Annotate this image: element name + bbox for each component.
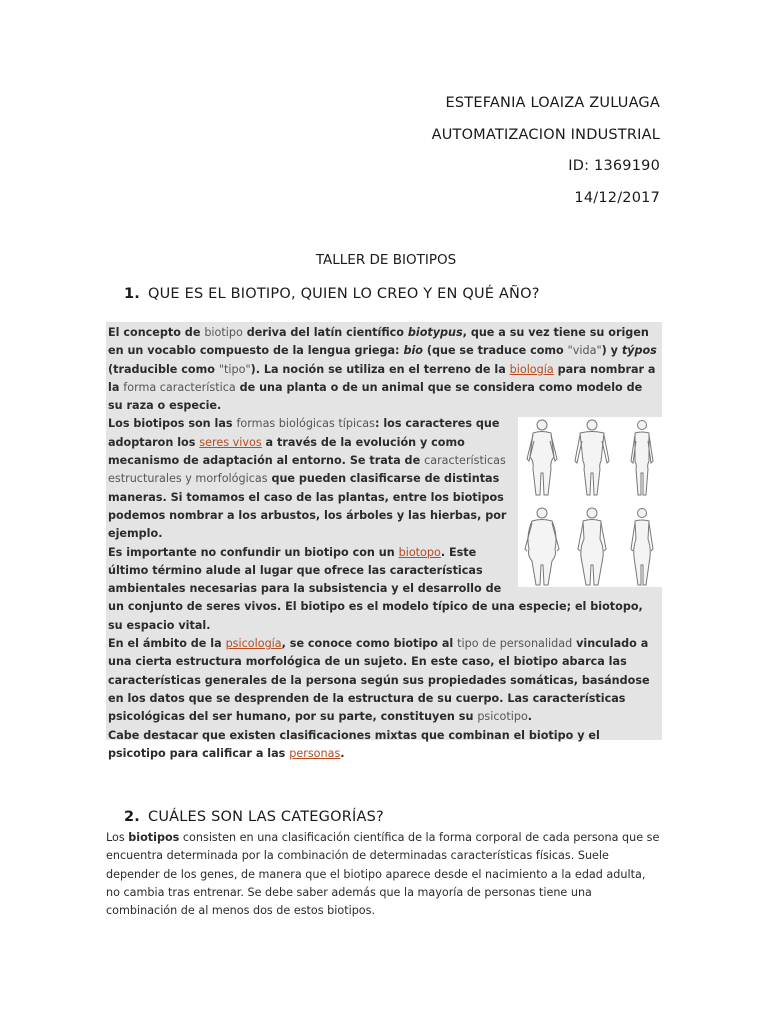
biotopo-link[interactable]: biotopo: [398, 545, 441, 559]
answer-1-paragraph: [108, 324, 660, 415]
personas-link[interactable]: personas: [289, 746, 341, 760]
document-date: 14/12/2017: [574, 189, 660, 206]
text-span: formas biológicas típicas: [236, 417, 375, 431]
text-span: a través de la evolución y como mecanismo de adaptación al entorno. Se trata de: [108, 435, 465, 468]
text-span: biotipos: [128, 831, 180, 844]
text-span: týpos: [621, 344, 657, 358]
seres-vivos-link[interactable]: seres vivos: [199, 435, 262, 449]
text-span: .: [527, 710, 533, 724]
text-span: biotipo: [204, 326, 243, 339]
text-span: biotypus: [407, 326, 463, 339]
text-span: "tipo": [218, 362, 251, 376]
document-header: [432, 92, 660, 218]
text-span: Es importante no confundir un biotipo con un: [108, 545, 399, 559]
text-span: bio: [403, 344, 423, 358]
text-span: . Este último término alude al lugar que ofrece las características ambientales necesarias para la subsistencia y el desarrollo de un conjunto de seres vivos. El biotipo es el modelo típico de una especie; el biotopo, su espacio vital.: [108, 545, 643, 632]
text-span: de una planta o de un animal que se considera como modelo de su raza o especie.: [108, 380, 643, 413]
text-span: que pueden clasificarse de distintas maneras. Si tomamos el caso de las plantas, entre los biotipos podemos nombrar a los arbustos, los árboles y las hierbas, por ejemplo.: [108, 472, 507, 541]
body-types-figure: [518, 417, 666, 587]
question-1-text: QUE ES EL BIOTIPO, QUIEN LO CREO Y EN QUÉ AÑO?: [148, 286, 540, 302]
text-span: (que se traduce como: [422, 344, 568, 358]
text-span: : los caracteres que adoptaron los: [108, 417, 500, 449]
answer-2-body: [106, 829, 662, 920]
question-2-text: CUÁLES SON LAS CATEGORÍAS?: [148, 809, 384, 825]
text-span: Cabe destacar que existen clasificaciones mixtas que combinan el biotipo y el psicotipo para calificar a las: [108, 728, 600, 760]
student-id: ID: 1369190: [568, 158, 660, 174]
text-span: tipo de personalidad: [457, 637, 573, 651]
answer-1-paragraph: [108, 635, 660, 726]
question-1-heading: [124, 286, 540, 302]
document-title: TALLER DE BIOTIPOS: [315, 252, 457, 268]
text-span: forma característica: [123, 380, 236, 394]
program-name: AUTOMATIZACION INDUSTRIAL: [431, 126, 660, 143]
question-2-heading: [124, 809, 384, 825]
answer-1-paragraph: [108, 727, 660, 764]
answer-1-body: [108, 324, 660, 763]
question-1-number: 1.: [124, 286, 140, 302]
text-span: Los biotipos son las: [108, 417, 237, 431]
text-span: , se conoce como biotipo al: [281, 637, 458, 651]
text-span: , que a su vez tiene su origen en un vocablo compuesto de la lengua griega:: [108, 326, 649, 358]
text-span: "vida": [567, 344, 602, 358]
text-span: vinculado a una cierta estructura morfológica de un sujeto. En este caso, el biotipo abarca las características generales de la persona según sus propiedades somáticas, basándose en los datos que se desprenden de la estructura de su cuerpo. Las características psicológicas del ser humano, por su parte, constituyen su: [108, 637, 650, 724]
text-span: psicotipo: [477, 710, 528, 724]
text-span: Los: [106, 831, 129, 844]
psicologia-link[interactable]: psicología: [225, 637, 282, 651]
question-2-number: 2.: [124, 809, 140, 825]
biologia-link[interactable]: biología: [509, 362, 554, 376]
answer-2-paragraph: [106, 829, 662, 920]
text-span: para nombrar a la: [108, 362, 656, 394]
text-span: consisten en una clasificación científica de la forma corporal de cada persona que se encuentra determinada por la combinación de determinadas características físicas. Suele depender de los genes, de manera que el biotipo aparece desde el nacimiento a la edad adulta, no cambia tras entrenar. Se debe saber además que la mayoría de personas tiene una combinación de al menos dos de estos biotipos.: [106, 831, 660, 918]
text-span: En el ámbito de la: [108, 637, 226, 651]
text-span: ) y: [601, 344, 622, 358]
text-span: deriva del latín científico: [242, 326, 408, 339]
text-span: ). La noción se utiliza en el terreno de la: [250, 362, 510, 376]
text-span: características estructurales y morfológicas: [108, 454, 506, 486]
text-span: .: [340, 746, 345, 760]
text-span: (traducible como: [108, 362, 219, 376]
text-span: El concepto de: [108, 326, 205, 339]
body-types-illustration: [518, 417, 666, 587]
author-name: ESTEFANIA LOAIZA ZULUAGA: [445, 95, 660, 111]
